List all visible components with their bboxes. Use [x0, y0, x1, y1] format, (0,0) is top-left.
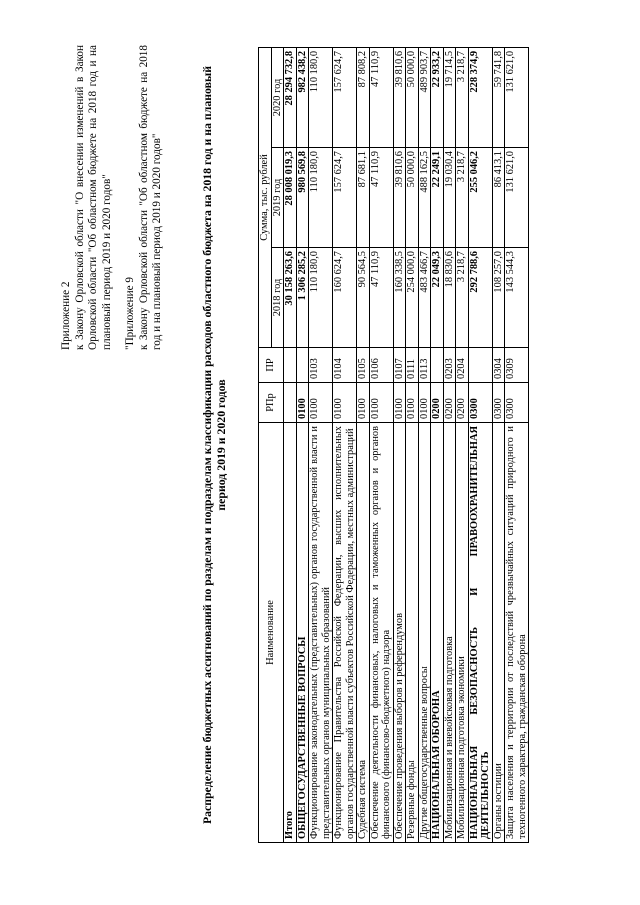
table-row [505, 47, 529, 842]
row-section-code: 0100 [406, 383, 419, 423]
row-subsection-code: 0103 [309, 348, 333, 383]
row-subsection-code: 0113 [418, 348, 431, 383]
budget-table [258, 47, 529, 843]
row-value-2020: 110 180,0 [309, 47, 333, 147]
row-value-2018: 3 218,7 [456, 248, 469, 348]
row-value-2018: 160 624,7 [333, 248, 357, 348]
row-value-2019: 980 569,8 [296, 148, 309, 248]
row-name: Мобилизационная подготовка экономики [456, 423, 469, 843]
row-value-2020: 228 374,9 [468, 47, 492, 147]
row-subsection-code: 0203 [443, 348, 456, 383]
row-value-2020: 47 110,9 [369, 47, 393, 147]
row-section-code: 0100 [418, 383, 431, 423]
row-value-2018: 108 257,0 [492, 248, 505, 348]
row-section-code: 0300 [505, 383, 529, 423]
row-name: НАЦИОНАЛЬНАЯ ОБОРОНА [431, 423, 444, 843]
row-value-2018: 18 830,6 [443, 248, 456, 348]
table-row [431, 47, 444, 842]
row-subsection-code: 0105 [357, 348, 370, 383]
row-subsection-code [284, 348, 297, 383]
row-value-2020: 28 294 732,8 [284, 47, 297, 147]
row-subsection-code [296, 348, 309, 383]
table-row [418, 47, 431, 842]
row-name: Обеспечение проведения выборов и референдумов [393, 423, 406, 843]
row-name: Судебная система [357, 423, 370, 843]
row-name: Функционирование Правительства Российской Федерации, высших исполнительных органов государственной власти субъектов Российской Федерации, местных администраций [333, 423, 357, 843]
table-row [284, 47, 297, 842]
row-value-2018: 292 788,6 [468, 248, 492, 348]
table-body [284, 47, 529, 842]
row-section-code: 0100 [369, 383, 393, 423]
row-value-2019: 86 413,1 [492, 148, 505, 248]
header-name: Наименование [259, 423, 284, 843]
row-value-2020: 3 218,7 [456, 47, 469, 147]
row-section-code: 0300 [468, 383, 492, 423]
row-value-2018: 1 306 285,2 [296, 248, 309, 348]
row-value-2020: 19 714,5 [443, 47, 456, 147]
row-value-2019: 28 008 019,3 [284, 148, 297, 248]
header-sum-group: Сумма, тыс. рублей [259, 47, 272, 347]
row-name: ОБЩЕГОСУДАРСТВЕННЫЕ ВОПРОСЫ [296, 423, 309, 843]
row-value-2020: 87 808,2 [357, 47, 370, 147]
header-year-2019: 2019 год [271, 148, 284, 248]
row-name: Резервные фонды [406, 423, 419, 843]
row-subsection-code: 0111 [406, 348, 419, 383]
row-value-2018: 22 049,3 [431, 248, 444, 348]
row-name: Итого [284, 423, 297, 843]
row-value-2019: 19 030,4 [443, 148, 456, 248]
row-value-2018: 30 158 263,6 [284, 248, 297, 348]
row-subsection-code: 0204 [456, 348, 469, 383]
row-value-2018: 47 110,9 [369, 248, 393, 348]
row-value-2018: 160 338,5 [393, 248, 406, 348]
row-value-2018: 90 564,5 [357, 248, 370, 348]
row-name: НАЦИОНАЛЬНАЯ БЕЗОПАСНОСТЬ И ПРАВООХРАНИТЕЛЬНАЯ ДЕЯТЕЛЬНОСТЬ [468, 423, 492, 843]
table-row [309, 47, 333, 842]
row-name: Защита населения и территории от последствий чрезвычайных ситуаций природного и техногенного характера, гражданская оборона [505, 423, 529, 843]
row-subsection-code [468, 348, 492, 383]
row-name: Функционирование законодательных (представительных) органов государственной власти и представительных органов муниципальных образований [309, 423, 333, 843]
row-value-2020: 22 933,2 [431, 47, 444, 147]
table-header-row [259, 47, 272, 842]
row-subsection-code: 0107 [393, 348, 406, 383]
row-value-2019: 110 180,0 [309, 148, 333, 248]
row-subsection-code: 0309 [505, 348, 529, 383]
row-value-2020: 489 903,7 [418, 47, 431, 147]
row-value-2020: 59 741,8 [492, 47, 505, 147]
row-value-2018: 143 544,3 [505, 248, 529, 348]
row-subsection-code: 0106 [369, 348, 393, 383]
row-value-2019: 488 162,5 [418, 148, 431, 248]
document-title: Распределение бюджетных ассигнований по разделам и подразделам классификации расходов областного бюджета на 2018 год и на плановый период 2019 и 2020 годов [200, 65, 228, 825]
table-row [456, 47, 469, 842]
row-section-code: 0200 [456, 383, 469, 423]
row-section-code: 0100 [357, 383, 370, 423]
header-year-2018: 2018 год [271, 248, 284, 348]
row-section-code: 0100 [309, 383, 333, 423]
row-value-2019: 22 249,1 [431, 148, 444, 248]
row-value-2019: 50 000,0 [406, 148, 419, 248]
row-section-code: 0200 [431, 383, 444, 423]
header-subsection: ПР [259, 348, 284, 383]
table-row [406, 47, 419, 842]
table-row [468, 47, 492, 842]
row-section-code: 0100 [393, 383, 406, 423]
table-row [393, 47, 406, 842]
row-section-code: 0100 [296, 383, 309, 423]
table-row [369, 47, 393, 842]
row-value-2018: 483 466,7 [418, 248, 431, 348]
appendix-number: Приложение 2 [60, 281, 72, 350]
appendix-header [60, 45, 165, 350]
row-value-2020: 39 810,6 [393, 47, 406, 147]
row-value-2018: 254 000,0 [406, 248, 419, 348]
row-value-2020: 131 621,0 [505, 47, 529, 147]
row-section-code: 0300 [492, 383, 505, 423]
row-value-2020: 157 624,7 [333, 47, 357, 147]
row-value-2019: 87 681,1 [357, 148, 370, 248]
row-value-2019: 157 624,7 [333, 148, 357, 248]
row-value-2019: 131 621,0 [505, 148, 529, 248]
table-row [296, 47, 309, 842]
row-section-code: 0200 [443, 383, 456, 423]
table-row [357, 47, 370, 842]
row-value-2018: 110 180,0 [309, 248, 333, 348]
table-row [492, 47, 505, 842]
row-subsection-code: 0304 [492, 348, 505, 383]
row-name: Органы юстиции [492, 423, 505, 843]
header-year-2020: 2020 год [271, 47, 284, 147]
header-section: РПр [259, 383, 284, 423]
table-row [333, 47, 357, 842]
row-value-2019: 255 046,2 [468, 148, 492, 248]
table-row [443, 47, 456, 842]
appendix-law-reference: к Закону Орловской области "О внесении изменений в Закон Орловской области "Об областном бюджете на 2018 год и на плановый период 2019 и 2020 годов" [73, 45, 113, 350]
row-name: Обеспечение деятельности финансовых, налоговых и таможенных органов и органов финансового (финансово-бюджетного) надзора [369, 423, 393, 843]
row-section-code [284, 383, 297, 423]
row-value-2020: 982 438,2 [296, 47, 309, 147]
row-value-2019: 39 810,6 [393, 148, 406, 248]
row-value-2019: 3 218,7 [456, 148, 469, 248]
row-subsection-code: 0104 [333, 348, 357, 383]
row-name: Другие общегосударственные вопросы [418, 423, 431, 843]
row-value-2020: 50 000,0 [406, 47, 419, 147]
row-subsection-code [431, 348, 444, 383]
row-section-code: 0100 [333, 383, 357, 423]
appendix-original-number: "Приложение 9 [124, 276, 136, 350]
row-value-2019: 47 110,9 [369, 148, 393, 248]
appendix-original-law-reference: к Закону Орловской области "Об областном бюджете на 2018 год и на плановый период 2019 и 2020 годов" [137, 45, 163, 350]
row-name: Мобилизационная и вневойсковая подготовка [443, 423, 456, 843]
